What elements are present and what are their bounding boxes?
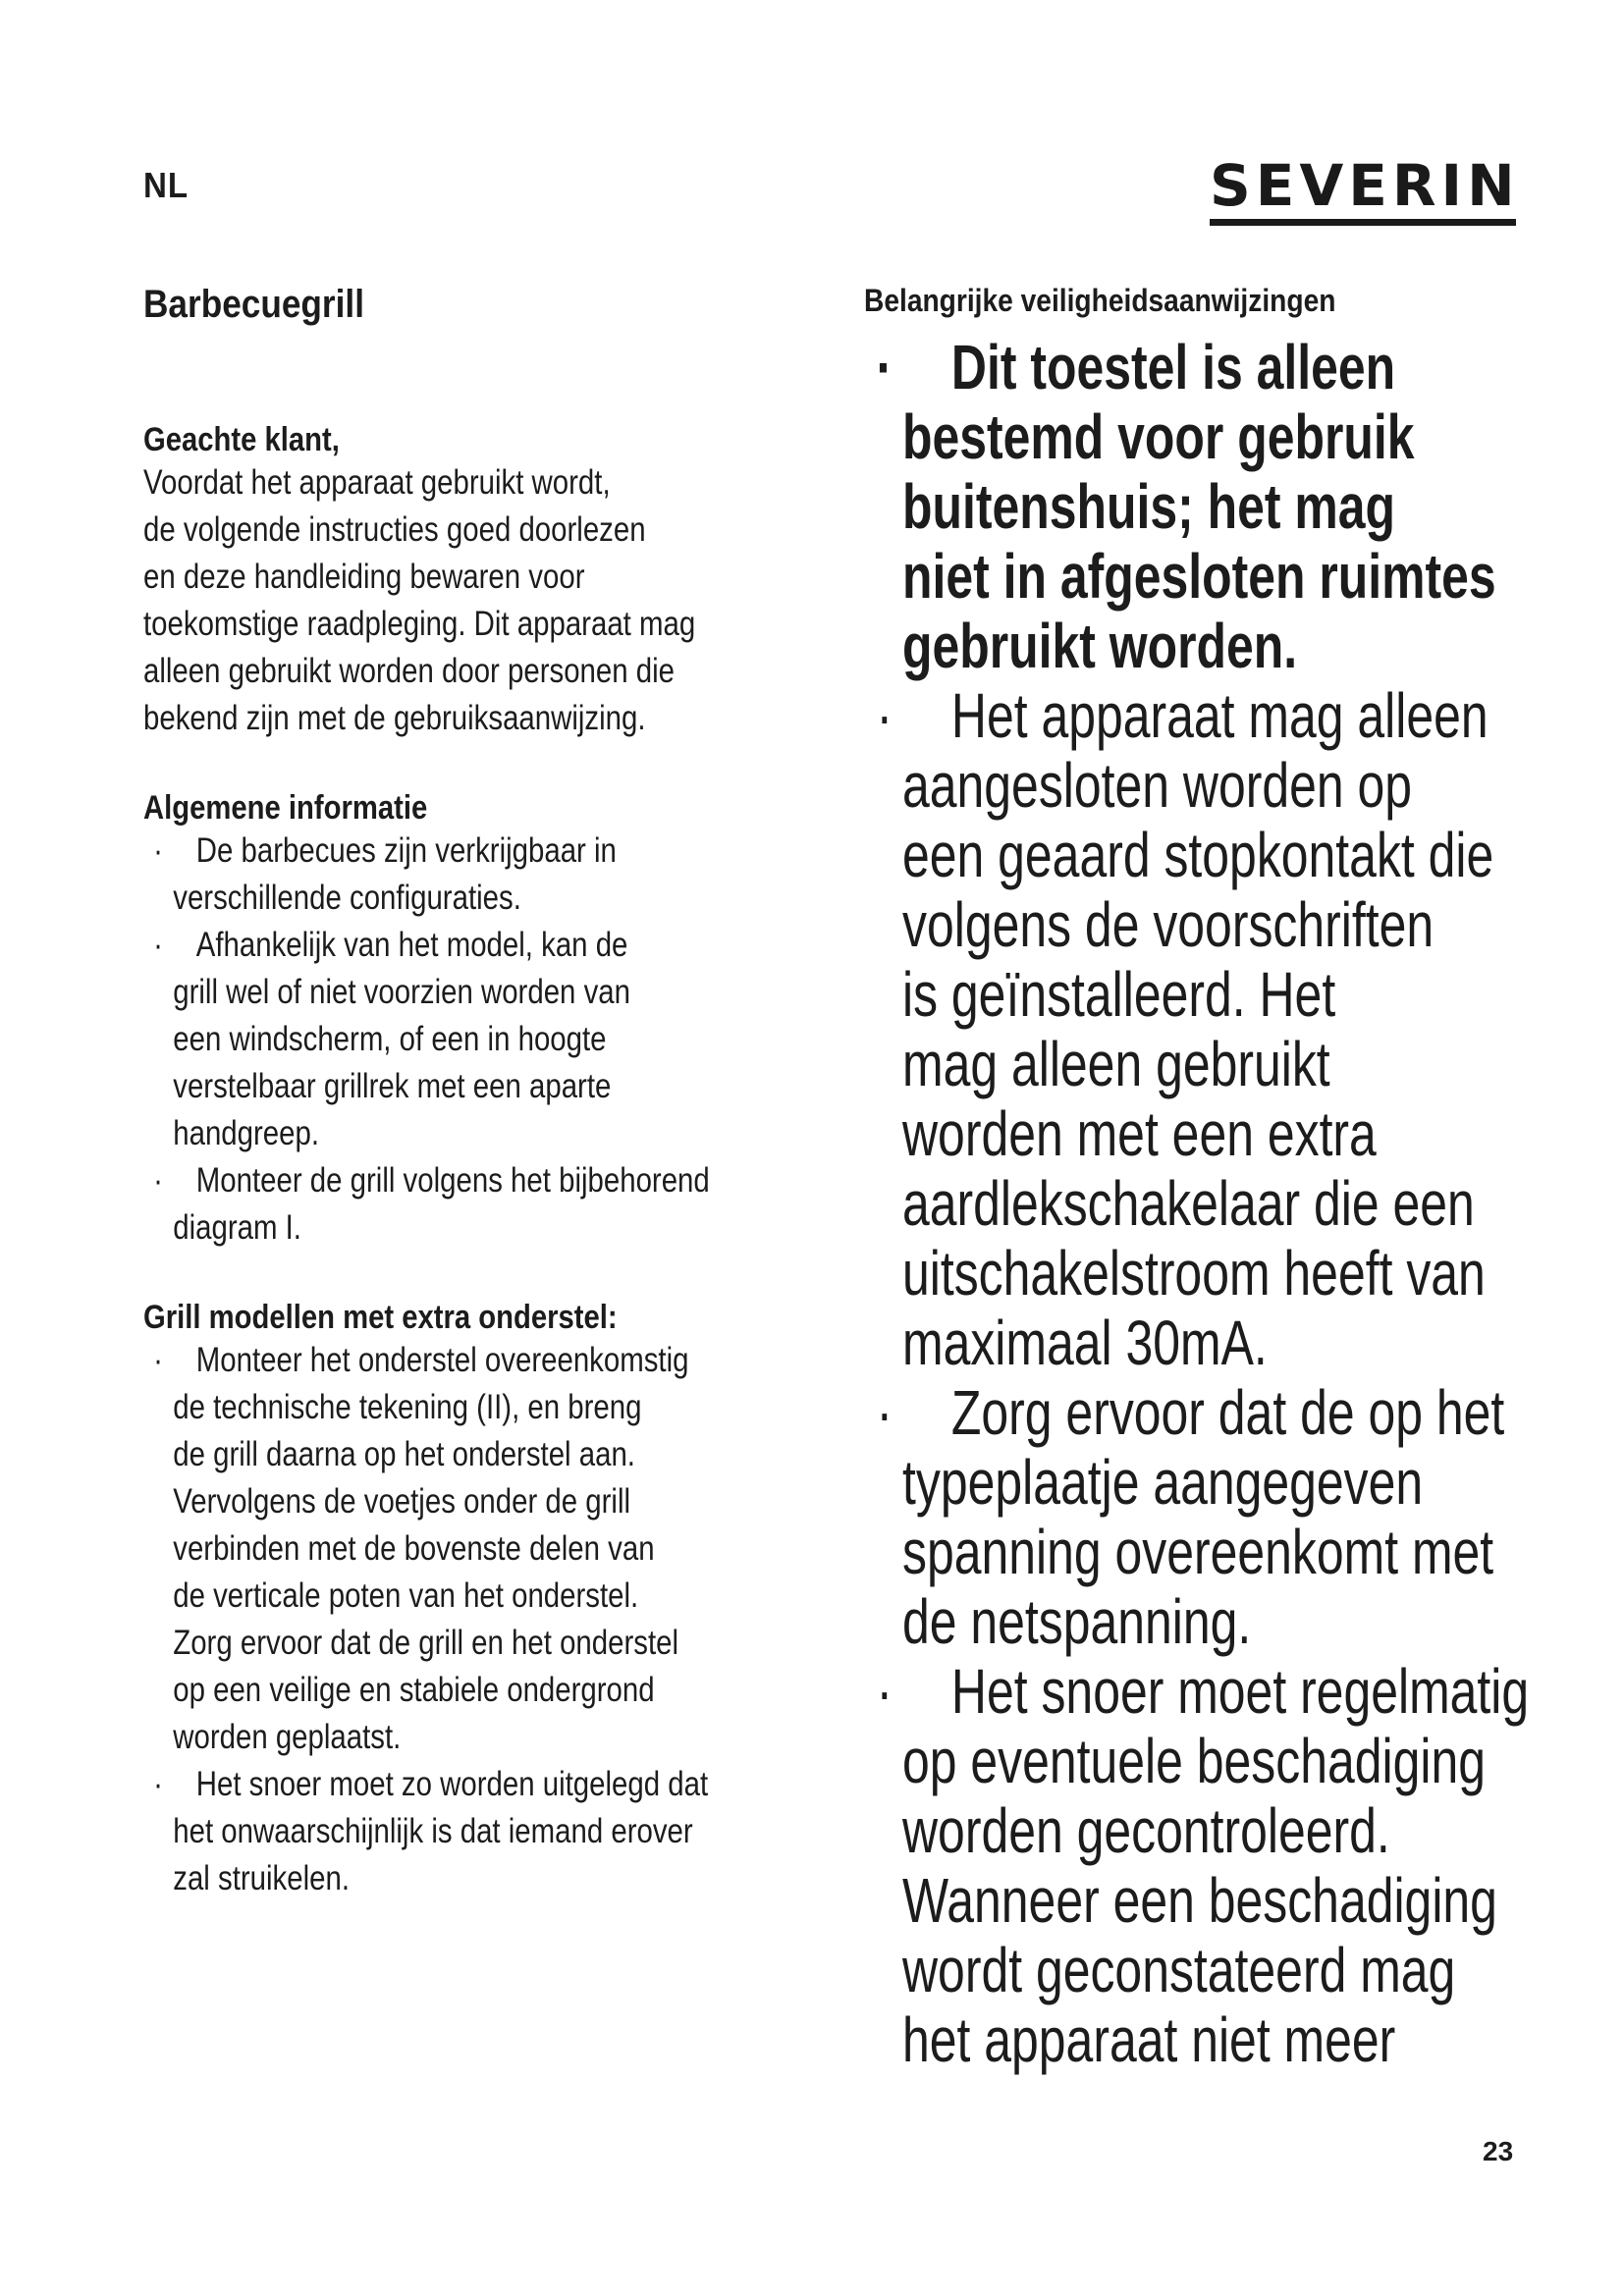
bullet-icon: ·	[153, 926, 163, 964]
bullet-icon: ·	[153, 1341, 163, 1379]
intro-line: Voordat het apparaat gebruikt wordt,	[143, 463, 611, 502]
safety-item: · Dit toestel is alleen bestemd voor gebruik buitenshuis; het mag niet in afgesloten ruimtes gebruikt worden.	[876, 332, 1496, 681]
bullet-icon: ·	[876, 332, 893, 402]
list-item: · Afhankelijk van het model, kan de grill wel of niet voorzien worden van een windscherm, of een in hoogte verstelbaar grillrek met een aparte handgreep.	[143, 922, 852, 1157]
general-info-heading: Algemene informatie	[143, 789, 428, 827]
safety-item: · Zorg ervoor dat de op het typeplaatje aangegeven spanning overeenkomt met de netspanning.	[876, 1377, 1505, 1657]
intro-paragraph	[143, 459, 852, 742]
list-item: · De barbecues zijn verkrijgbaar in verschillende configuraties.	[143, 828, 852, 922]
safety-heading: Belangrijke veiligheidsaanwijzingen	[864, 283, 1336, 318]
right-column	[864, 283, 1571, 2075]
intro-line: en deze handleiding bewaren voor	[143, 558, 585, 596]
greeting: Geachte klant,	[143, 421, 340, 458]
list-item: · Monteer de grill volgens het bijbehorend diagram I.	[143, 1157, 852, 1252]
safety-list	[864, 333, 1553, 2075]
models-heading: Grill modellen met extra onderstel:	[143, 1299, 618, 1336]
general-info-list	[143, 828, 852, 1252]
intro-line: bekend zijn met de gebruiksaanwijzing.	[143, 699, 646, 737]
brand-name: SEVERIN	[1210, 152, 1520, 219]
bullet-icon: ·	[153, 1765, 163, 1803]
safety-item: · Het apparaat mag alleen aangesloten worden op een geaard stopkontakt die volgens de voorschriften is geïnstalleerd. Het mag alleen gebruikt worden met een extra aardlekschakelaar die een uitschakelstroom heeft van maximaal 30mA.	[876, 680, 1494, 1378]
bullet-icon: ·	[876, 1377, 893, 1448]
bullet-icon: ·	[153, 1161, 163, 1200]
safety-item: · Het snoer moet regelmatig op eventuele beschadiging worden gecontroleerd. Wanneer een beschadiging wordt geconstateerd mag het apparaat niet meer	[876, 1656, 1530, 2075]
models-list	[143, 1337, 852, 1902]
left-column	[143, 283, 850, 1902]
bullet-icon: ·	[876, 680, 893, 751]
list-item: · Het snoer moet zo worden uitgelegd dat het onwaarschijnlijk is dat iemand erover zal struikelen.	[143, 1761, 852, 1902]
intro-line: de volgende instructies goed doorlezen	[143, 510, 646, 549]
brand-underline	[1210, 219, 1516, 226]
brand-logo	[1210, 152, 1524, 226]
intro-line: alleen gebruikt worden door personen die	[143, 652, 676, 690]
bullet-icon: ·	[876, 1656, 893, 1727]
intro-line: toekomstige raadpleging. Dit apparaat mag	[143, 605, 696, 643]
document-title: Barbecuegrill	[143, 283, 364, 326]
language-code: NL	[143, 165, 189, 205]
list-item: · Monteer het onderstel overeenkomstig de technische tekening (II), en breng de grill daarna op het onderstel aan. Vervolgens de voetjes onder de grill verbinden met de bovenste delen van de verticale poten van het onderstel. Zorg ervoor dat de grill en het onderstel op een veilige en stabiele ondergrond worden geplaatst.	[143, 1337, 852, 1761]
page-number: 23	[1483, 2136, 1514, 2166]
bullet-icon: ·	[153, 831, 163, 870]
